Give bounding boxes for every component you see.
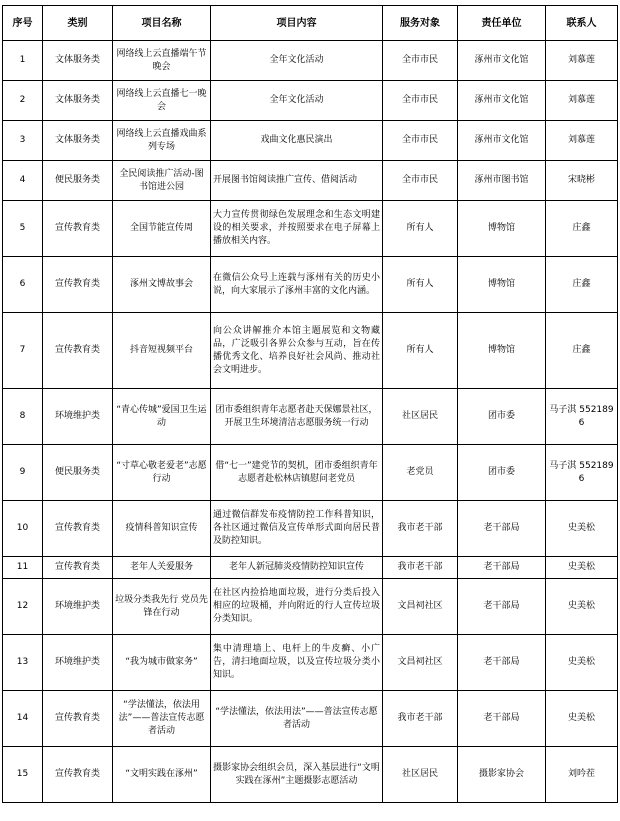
cell-no: 4	[3, 161, 43, 201]
cell-category: 宣传教育类	[43, 201, 113, 257]
table-row	[3, 501, 618, 557]
cell-target: 社区居民	[383, 389, 458, 445]
cell-contact: 史美松	[546, 501, 618, 557]
cell-target: 老党员	[383, 445, 458, 501]
cell-content: 在微信公众号上连载与涿州有关的历史小说，向大家展示了涿州丰富的文化内涵。	[211, 257, 383, 313]
cell-unit: 老干部局	[458, 557, 546, 579]
cell-target: 我市老干部	[383, 557, 458, 579]
cell-name: 全国节能宣传周	[113, 201, 211, 257]
cell-unit: 涿州市文化馆	[458, 41, 546, 81]
cell-name: 网络线上云直播七一晚会	[113, 81, 211, 121]
cell-name: 抖音短视频平台	[113, 313, 211, 389]
cell-name: “学法懂法，依法用法”——普法宣传志愿者活动	[113, 691, 211, 747]
header-unit: 责任单位	[458, 6, 546, 41]
cell-target: 所有人	[383, 201, 458, 257]
cell-category: 文体服务类	[43, 41, 113, 81]
cell-category: 宣传教育类	[43, 691, 113, 747]
cell-content: 全年文化活动	[211, 81, 383, 121]
cell-contact: 刘慕莲	[546, 81, 618, 121]
cell-name: 垃圾分类我先行 党员先锋在行动	[113, 579, 211, 635]
cell-content: 开展图书馆阅读推广宣传、借阅活动	[211, 161, 383, 201]
cell-name: 网络线上云直播戏曲系列专场	[113, 121, 211, 161]
cell-target: 我市老干部	[383, 501, 458, 557]
cell-content: 通过微信群发布疫情防控工作科普知识，各社区通过微信及宣传单形式面向居民普及防控知识。	[211, 501, 383, 557]
cell-contact: 刘慕莲	[546, 41, 618, 81]
cell-target: 我市老干部	[383, 691, 458, 747]
cell-content: 在社区内捡拾地面垃圾，进行分类后投入相应的垃圾桶，并向附近的行人宣传垃圾分类知识。	[211, 579, 383, 635]
table-row	[3, 201, 618, 257]
cell-no: 2	[3, 81, 43, 121]
cell-contact: 庄鑫	[546, 257, 618, 313]
cell-no: 9	[3, 445, 43, 501]
cell-category: 宣传教育类	[43, 313, 113, 389]
cell-category: 文体服务类	[43, 121, 113, 161]
cell-content: 摄影家协会组织会员，深入基层进行“文明实践在涿州”主题摄影志愿活动	[211, 747, 383, 803]
cell-content: 集中清理墙上、电杆上的牛皮癣、小广告，清扫地面垃圾，以及宣传垃圾分类小知识。	[211, 635, 383, 691]
header-row	[3, 6, 618, 41]
cell-category: 宣传教育类	[43, 257, 113, 313]
cell-content: 大力宣传贯彻绿色发展理念和生态文明建设的相关要求，并按照要求在电子屏幕上播放相关内容。	[211, 201, 383, 257]
cell-no: 12	[3, 579, 43, 635]
cell-category: 环境维护类	[43, 389, 113, 445]
cell-no: 6	[3, 257, 43, 313]
cell-name: “青心传城”爱国卫生运动	[113, 389, 211, 445]
cell-contact: 宋晓彬	[546, 161, 618, 201]
cell-contact: 刘吟茬	[546, 747, 618, 803]
table-row	[3, 557, 618, 579]
cell-name: 涿州文博故事会	[113, 257, 211, 313]
cell-contact: 庄鑫	[546, 201, 618, 257]
cell-target: 全市市民	[383, 161, 458, 201]
cell-unit: 老干部局	[458, 579, 546, 635]
cell-category: 宣传教育类	[43, 747, 113, 803]
cell-content: “学法懂法，依法用法”——普法宣传志愿者活动	[211, 691, 383, 747]
table-row	[3, 161, 618, 201]
cell-unit: 博物馆	[458, 313, 546, 389]
cell-category: 宣传教育类	[43, 501, 113, 557]
cell-name: 网络线上云直播端午节晚会	[113, 41, 211, 81]
cell-category: 环境维护类	[43, 635, 113, 691]
cell-content: 向公众讲解推介本馆主题展览和文物藏品，广泛吸引各界公众参与互动，旨在传播优秀文化、培养良好社会风尚、推动社会文明进步。	[211, 313, 383, 389]
cell-unit: 摄影家协会	[458, 747, 546, 803]
cell-content: 戏曲文化惠民演出	[211, 121, 383, 161]
cell-no: 11	[3, 557, 43, 579]
cell-no: 8	[3, 389, 43, 445]
cell-no: 5	[3, 201, 43, 257]
cell-target: 所有人	[383, 257, 458, 313]
cell-content: 老年人新冠肺炎疫情防控知识宣传	[211, 557, 383, 579]
table-row	[3, 313, 618, 389]
cell-content: 借“七一”建党节的契机，团市委组织青年志愿者赴松林店镇慰问老党员	[211, 445, 383, 501]
table-row	[3, 691, 618, 747]
cell-target: 全市市民	[383, 41, 458, 81]
cell-unit: 老干部局	[458, 501, 546, 557]
cell-category: 文体服务类	[43, 81, 113, 121]
cell-target: 全市市民	[383, 81, 458, 121]
cell-unit: 博物馆	[458, 257, 546, 313]
project-table	[2, 5, 618, 803]
table-row	[3, 121, 618, 161]
header-content: 项目内容	[211, 6, 383, 41]
table-row	[3, 747, 618, 803]
cell-target: 所有人	[383, 313, 458, 389]
cell-unit: 团市委	[458, 389, 546, 445]
cell-category: 便民服务类	[43, 161, 113, 201]
cell-contact: 马子淇 5521896	[546, 445, 618, 501]
cell-target: 社区居民	[383, 747, 458, 803]
cell-contact: 庄鑫	[546, 313, 618, 389]
cell-unit: 涿州市文化馆	[458, 121, 546, 161]
header-no: 序号	[3, 6, 43, 41]
table-row	[3, 579, 618, 635]
table-row	[3, 635, 618, 691]
cell-target: 文昌祠社区	[383, 579, 458, 635]
cell-content: 团市委组织青年志愿者赴天保娜景社区，开展卫生环境清洁志愿服务统一行动	[211, 389, 383, 445]
cell-unit: 团市委	[458, 445, 546, 501]
table-row	[3, 389, 618, 445]
table-row	[3, 81, 618, 121]
cell-name: “文明实践在涿州”	[113, 747, 211, 803]
cell-contact: 史美松	[546, 635, 618, 691]
cell-contact: 史美松	[546, 579, 618, 635]
cell-no: 14	[3, 691, 43, 747]
cell-name: 全民阅读推广活动-图书馆进公园	[113, 161, 211, 201]
cell-name: 疫情科普知识宣传	[113, 501, 211, 557]
cell-unit: 涿州市图书馆	[458, 161, 546, 201]
cell-no: 13	[3, 635, 43, 691]
cell-category: 便民服务类	[43, 445, 113, 501]
cell-no: 3	[3, 121, 43, 161]
cell-unit: 博物馆	[458, 201, 546, 257]
table-row	[3, 445, 618, 501]
cell-name: 老年人关爱服务	[113, 557, 211, 579]
cell-no: 10	[3, 501, 43, 557]
cell-contact: 史美松	[546, 691, 618, 747]
cell-unit: 老干部局	[458, 691, 546, 747]
header-target: 服务对象	[383, 6, 458, 41]
cell-unit: 老干部局	[458, 635, 546, 691]
cell-target: 文昌祠社区	[383, 635, 458, 691]
cell-contact: 刘慕莲	[546, 121, 618, 161]
cell-target: 全市市民	[383, 121, 458, 161]
cell-category: 宣传教育类	[43, 557, 113, 579]
cell-no: 1	[3, 41, 43, 81]
header-contact: 联系人	[546, 6, 618, 41]
cell-contact: 马子淇 5521896	[546, 389, 618, 445]
cell-contact: 史美松	[546, 557, 618, 579]
cell-content: 全年文化活动	[211, 41, 383, 81]
table-row	[3, 41, 618, 81]
cell-no: 15	[3, 747, 43, 803]
header-name: 项目名称	[113, 6, 211, 41]
cell-name: “寸草心敬老爱老”志愿行动	[113, 445, 211, 501]
table-row	[3, 257, 618, 313]
cell-no: 7	[3, 313, 43, 389]
cell-category: 环境维护类	[43, 579, 113, 635]
header-category: 类别	[43, 6, 113, 41]
cell-name: “我为城市做家务”	[113, 635, 211, 691]
cell-unit: 涿州市文化馆	[458, 81, 546, 121]
